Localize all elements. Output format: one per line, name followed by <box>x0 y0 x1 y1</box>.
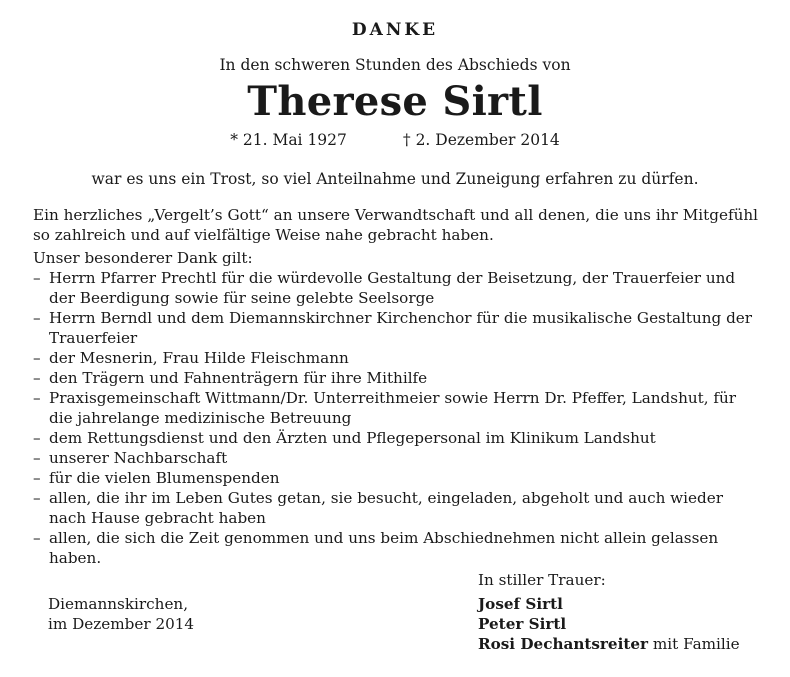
list-dash: – <box>33 529 41 547</box>
list-item: – den Trägern und Fahnenträgern für ihre Mithilfe <box>33 369 428 387</box>
date-line: im Dezember 2014 <box>48 615 195 633</box>
death-date: † 2. Dezember 2014 <box>402 131 560 149</box>
place-line: Diemannskirchen, <box>48 595 189 613</box>
list-dash: – <box>33 469 41 487</box>
list-item: – für die vielen Blumenspenden <box>33 469 280 487</box>
list-dash: – <box>33 489 41 507</box>
mourner-suffix: mit Familie <box>648 635 740 653</box>
list-dash: – <box>33 309 41 327</box>
list-item: – Praxisgemeinschaft Wittmann/Dr. Unterreithmeier sowie Herrn Dr. Pfeffer, Landshut, für die jahrelange medizinische Betreuung <box>33 389 737 427</box>
list-item: – Herrn Pfarrer Prechtl für die würdevolle Gestaltung der Beisetzung, der Trauerfeier und der Beerdigung sowie für seine gelebte Seelsorge <box>33 269 736 307</box>
list-dash: – <box>33 369 41 387</box>
list-dash: – <box>33 429 41 447</box>
mourner-family-line <box>478 634 740 654</box>
list-item: – dem Rettungsdienst und den Ärzten und Pflegepersonal im Klinikum Landshut <box>33 429 656 447</box>
consolation-line: war es uns ein Trost, so viel Anteilnahme und Zuneigung erfahren zu dürfen. <box>91 170 699 188</box>
place-date <box>48 594 194 634</box>
list-dash: – <box>33 269 41 287</box>
mourner-name: Josef Sirtl <box>478 595 563 613</box>
mourners-label: In stiller Trauer: <box>478 571 606 589</box>
list-item: – der Mesnerin, Frau Hilde Fleischmann <box>33 349 349 367</box>
list-item: – unserer Nachbarschaft <box>33 449 228 467</box>
list-dash: – <box>33 449 41 467</box>
birth-date: * 21. Mai 1927 <box>230 131 347 149</box>
list-item: – Herrn Berndl und dem Diemannskirchner Kirchenchor für die musikalische Gestaltung der Trauerfeier <box>33 309 753 347</box>
thanks-paragraph: Ein herzliches „Vergelt’s Gott“ an unsere Verwandtschaft und all denen, die uns ihr Mitgefühl so zahlreich und auf vielfältige Weise nahe gebracht haben. <box>33 206 758 244</box>
list-item: – allen, die ihr im Leben Gutes getan, sie besucht, eingeladen, abgeholt und auch wieder nach Hause gebracht haben <box>33 489 723 527</box>
mourner-name: Rosi Dechantsreiter <box>478 635 649 653</box>
intro-line: In den schweren Stunden des Abschieds von <box>219 56 571 74</box>
mourners-block <box>478 570 740 654</box>
life-dates <box>0 131 790 149</box>
list-dash: – <box>33 389 41 407</box>
deceased-name: Therese Sirtl <box>247 78 543 125</box>
list-item: – allen, die sich die Zeit genommen und uns beim Abschiednehmen nicht allein gelassen haben. <box>33 529 719 567</box>
notice-heading: DANKE <box>351 20 439 40</box>
mourner-name: Peter Sirtl <box>478 615 567 633</box>
list-dash: – <box>33 349 41 367</box>
thanks-subheading: Unser besonderer Dank gilt: <box>33 249 253 267</box>
notice-body <box>33 205 758 568</box>
thanks-list <box>33 268 758 568</box>
